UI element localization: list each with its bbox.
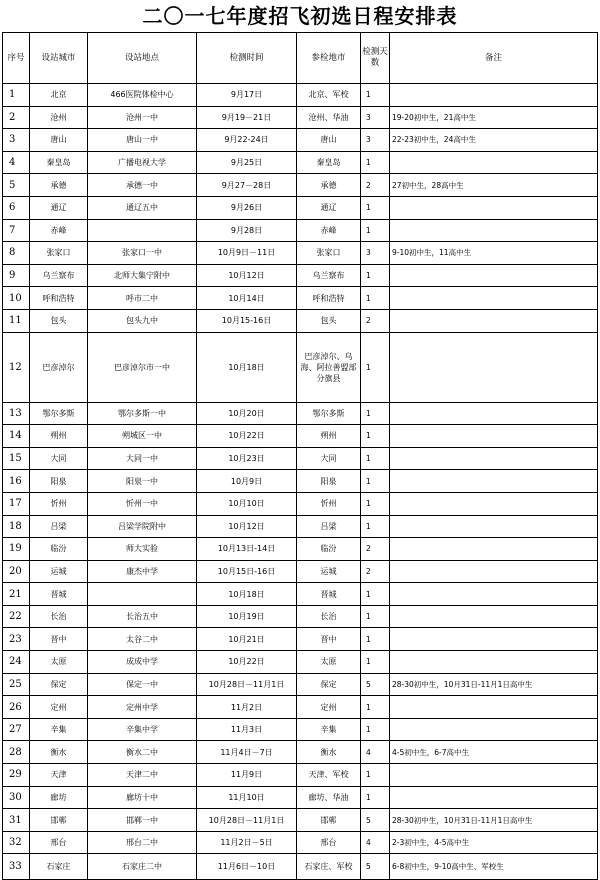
station-city: 邢台 (30, 831, 88, 854)
station-site: 大同一中 (88, 447, 197, 470)
station-city: 天津 (30, 764, 88, 787)
table-row (3, 696, 598, 719)
remark (390, 786, 598, 809)
row-number: 2 (3, 106, 30, 129)
table-row (3, 718, 598, 741)
row-number: 13 (3, 402, 30, 425)
remark (390, 560, 598, 583)
participating-areas: 唐山 (297, 129, 361, 152)
station-site: 康杰中学 (88, 560, 197, 583)
test-time: 10月23日 (197, 447, 297, 470)
station-city: 忻州 (30, 492, 88, 515)
header-areas: 参检地市 (297, 33, 361, 84)
table-row (3, 786, 598, 809)
row-number: 15 (3, 447, 30, 470)
participating-areas: 承德 (297, 174, 361, 197)
test-days: 1 (361, 264, 390, 287)
test-days: 1 (361, 447, 390, 470)
row-number: 31 (3, 809, 30, 832)
test-days: 1 (361, 492, 390, 515)
station-city: 石家庄 (30, 854, 88, 880)
station-site: 忻州一中 (88, 492, 197, 515)
table-row (3, 332, 598, 402)
station-city: 唐山 (30, 129, 88, 152)
test-days: 1 (361, 332, 390, 402)
test-time: 10月22日 (197, 651, 297, 674)
remark (390, 287, 598, 310)
participating-areas: 巴彦淖尔、乌海、阿拉善盟部分旗县 (297, 332, 361, 402)
station-city: 吕梁 (30, 515, 88, 538)
row-number: 12 (3, 332, 30, 402)
test-time: 10月28日－11月1日 (197, 809, 297, 832)
row-number: 20 (3, 560, 30, 583)
row-number: 18 (3, 515, 30, 538)
station-site: 鄂尔多斯一中 (88, 402, 197, 425)
remark: 2-3初中生，4-5高中生 (390, 831, 598, 854)
row-number: 25 (3, 673, 30, 696)
test-time: 10月13日-14日 (197, 538, 297, 561)
participating-areas: 乌兰察布 (297, 264, 361, 287)
station-site: 长治五中 (88, 605, 197, 628)
participating-areas: 太原 (297, 651, 361, 674)
table-row (3, 447, 598, 470)
station-city: 辛集 (30, 718, 88, 741)
row-number: 11 (3, 309, 30, 332)
station-site: 唐山一中 (88, 129, 197, 152)
test-time: 10月9日 (197, 470, 297, 493)
participating-areas: 长治 (297, 605, 361, 628)
remark (390, 651, 598, 674)
station-site: 石家庄二中 (88, 854, 197, 880)
station-city: 邯郸 (30, 809, 88, 832)
station-site: 承德一中 (88, 174, 197, 197)
remark (390, 332, 598, 402)
remark: 22-23初中生，24高中生 (390, 129, 598, 152)
table-row (3, 402, 598, 425)
row-number: 17 (3, 492, 30, 515)
participating-areas: 包头 (297, 309, 361, 332)
remark (390, 309, 598, 332)
test-days: 3 (361, 129, 390, 152)
table-row (3, 84, 598, 107)
test-time: 9月19－21日 (197, 106, 297, 129)
participating-areas: 临汾 (297, 538, 361, 561)
table-row (3, 309, 598, 332)
test-time: 11月2日 (197, 696, 297, 719)
station-site: 定州中学 (88, 696, 197, 719)
table-row (3, 287, 598, 310)
station-site: 师大实验 (88, 538, 197, 561)
table-row (3, 605, 598, 628)
test-days: 1 (361, 696, 390, 719)
station-site: 廊坊十中 (88, 786, 197, 809)
table-row (3, 470, 598, 493)
station-city: 大同 (30, 447, 88, 470)
station-site: 广播电视大学 (88, 151, 197, 174)
test-days: 3 (361, 106, 390, 129)
test-time: 11月3日 (197, 718, 297, 741)
header-note: 备注 (390, 33, 598, 84)
row-number: 21 (3, 583, 30, 606)
test-days: 4 (361, 741, 390, 764)
test-days: 1 (361, 583, 390, 606)
test-time: 10月12日 (197, 515, 297, 538)
test-time: 10月22日 (197, 425, 297, 448)
station-site: 朔城区一中 (88, 425, 197, 448)
test-days: 2 (361, 309, 390, 332)
station-site: 天津二中 (88, 764, 197, 787)
row-number: 28 (3, 741, 30, 764)
station-site (88, 219, 197, 242)
table-row (3, 809, 598, 832)
table-row (3, 583, 598, 606)
station-site: 太谷二中 (88, 628, 197, 651)
participating-areas: 大同 (297, 447, 361, 470)
row-number: 1 (3, 84, 30, 107)
participating-areas: 邯郸 (297, 809, 361, 832)
test-time: 9月22-24日 (197, 129, 297, 152)
station-city: 运城 (30, 560, 88, 583)
station-city: 长治 (30, 605, 88, 628)
remark (390, 583, 598, 606)
remark (390, 402, 598, 425)
test-days: 1 (361, 425, 390, 448)
participating-areas: 沧州、华油 (297, 106, 361, 129)
test-days: 1 (361, 84, 390, 107)
participating-areas: 晋中 (297, 628, 361, 651)
station-city: 秦皇岛 (30, 151, 88, 174)
participating-areas: 鄂尔多斯 (297, 402, 361, 425)
station-city: 晋城 (30, 583, 88, 606)
header-time: 检测时间 (197, 33, 297, 84)
station-city: 临汾 (30, 538, 88, 561)
row-number: 9 (3, 264, 30, 287)
table-row (3, 242, 598, 265)
station-site: 衡水二中 (88, 741, 197, 764)
test-days: 5 (361, 854, 390, 880)
test-time: 10月18日 (197, 332, 297, 402)
table-body (3, 84, 598, 880)
test-time: 10月15日-16日 (197, 560, 297, 583)
participating-areas: 通辽 (297, 196, 361, 219)
table-row (3, 515, 598, 538)
row-number: 22 (3, 605, 30, 628)
row-number: 33 (3, 854, 30, 880)
participating-areas: 北京、军校 (297, 84, 361, 107)
station-site: 成成中学 (88, 651, 197, 674)
header-days: 检测天数 (361, 33, 390, 84)
station-city: 包头 (30, 309, 88, 332)
remark: 6-8初中生，9-10高中生、军校生 (390, 854, 598, 880)
remark (390, 538, 598, 561)
station-city: 晋中 (30, 628, 88, 651)
header-no: 序号 (3, 33, 30, 84)
station-site: 张家口一中 (88, 242, 197, 265)
test-time: 10月19日 (197, 605, 297, 628)
station-city: 朔州 (30, 425, 88, 448)
row-number: 6 (3, 196, 30, 219)
station-site: 吕梁学院附中 (88, 515, 197, 538)
remark (390, 764, 598, 787)
station-city: 通辽 (30, 196, 88, 219)
test-days: 1 (361, 402, 390, 425)
test-time: 11月6日－10日 (197, 854, 297, 880)
station-site: 北师大集宁附中 (88, 264, 197, 287)
test-time: 10月20日 (197, 402, 297, 425)
row-number: 30 (3, 786, 30, 809)
participating-areas: 秦皇岛 (297, 151, 361, 174)
row-number: 23 (3, 628, 30, 651)
station-site: 邢台二中 (88, 831, 197, 854)
station-city: 鄂尔多斯 (30, 402, 88, 425)
test-days: 1 (361, 470, 390, 493)
test-days: 1 (361, 651, 390, 674)
test-days: 5 (361, 809, 390, 832)
test-time: 11月9日 (197, 764, 297, 787)
test-days: 1 (361, 196, 390, 219)
row-number: 29 (3, 764, 30, 787)
test-time: 10月28日－11月1日 (197, 673, 297, 696)
remark (390, 605, 598, 628)
participating-areas: 石家庄、军校 (297, 854, 361, 880)
station-city: 阳泉 (30, 470, 88, 493)
participating-areas: 阳泉 (297, 470, 361, 493)
station-city: 呼和浩特 (30, 287, 88, 310)
table-row (3, 854, 598, 880)
participating-areas: 天津、军校 (297, 764, 361, 787)
test-time: 9月27－28日 (197, 174, 297, 197)
table-row (3, 831, 598, 854)
schedule-table (2, 32, 598, 880)
remark (390, 84, 598, 107)
row-number: 24 (3, 651, 30, 674)
test-days: 1 (361, 605, 390, 628)
station-site: 保定一中 (88, 673, 197, 696)
station-site: 巴彦淖尔市一中 (88, 332, 197, 402)
row-number: 16 (3, 470, 30, 493)
test-time: 10月18日 (197, 583, 297, 606)
table-row (3, 151, 598, 174)
row-number: 3 (3, 129, 30, 152)
test-time: 9月25日 (197, 151, 297, 174)
station-city: 张家口 (30, 242, 88, 265)
test-time: 10月9日－11日 (197, 242, 297, 265)
remark (390, 219, 598, 242)
table-row (3, 174, 598, 197)
participating-areas: 保定 (297, 673, 361, 696)
station-site: 通辽五中 (88, 196, 197, 219)
table-row (3, 196, 598, 219)
test-days: 1 (361, 718, 390, 741)
test-days: 1 (361, 764, 390, 787)
participating-areas: 定州 (297, 696, 361, 719)
table-row (3, 425, 598, 448)
station-site: 包头九中 (88, 309, 197, 332)
header-city: 设站城市 (30, 33, 88, 84)
remark: 28-30初中生，10月31日-11月1日高中生 (390, 673, 598, 696)
table-row (3, 651, 598, 674)
table-row (3, 219, 598, 242)
table-row (3, 129, 598, 152)
test-time: 11月10日 (197, 786, 297, 809)
station-city: 赤峰 (30, 219, 88, 242)
remark (390, 492, 598, 515)
table-row (3, 560, 598, 583)
test-time: 9月17日 (197, 84, 297, 107)
station-site: 阳泉一中 (88, 470, 197, 493)
remark: 9-10初中生，11高中生 (390, 242, 598, 265)
station-city: 太原 (30, 651, 88, 674)
remark (390, 628, 598, 651)
station-city: 巴彦淖尔 (30, 332, 88, 402)
table-row (3, 673, 598, 696)
remark: 4-5初中生，6-7高中生 (390, 741, 598, 764)
remark (390, 196, 598, 219)
row-number: 19 (3, 538, 30, 561)
test-time: 11月4日－7日 (197, 741, 297, 764)
test-days: 1 (361, 287, 390, 310)
test-time: 10月21日 (197, 628, 297, 651)
table-row (3, 628, 598, 651)
participating-areas: 邢台 (297, 831, 361, 854)
remark (390, 151, 598, 174)
table-row (3, 264, 598, 287)
station-site: 邯郸一中 (88, 809, 197, 832)
station-city: 乌兰察布 (30, 264, 88, 287)
participating-areas: 呼和浩特 (297, 287, 361, 310)
test-days: 1 (361, 515, 390, 538)
table-row (3, 741, 598, 764)
test-days: 2 (361, 560, 390, 583)
station-site: 沧州一中 (88, 106, 197, 129)
participating-areas: 廊坊、华油 (297, 786, 361, 809)
station-city: 沧州 (30, 106, 88, 129)
station-site: 466医院体检中心 (88, 84, 197, 107)
station-city: 廊坊 (30, 786, 88, 809)
test-days: 1 (361, 219, 390, 242)
remark: 28-30初中生，10月31日-11月1日高中生 (390, 809, 598, 832)
table-row (3, 106, 598, 129)
table-row (3, 538, 598, 561)
row-number: 8 (3, 242, 30, 265)
row-number: 26 (3, 696, 30, 719)
participating-areas: 衡水 (297, 741, 361, 764)
participating-areas: 吕梁 (297, 515, 361, 538)
station-city: 衡水 (30, 741, 88, 764)
test-days: 3 (361, 242, 390, 265)
participating-areas: 赤峰 (297, 219, 361, 242)
test-time: 10月15-16日 (197, 309, 297, 332)
remark (390, 447, 598, 470)
remark (390, 470, 598, 493)
test-days: 2 (361, 538, 390, 561)
remark (390, 515, 598, 538)
test-time: 9月28日 (197, 219, 297, 242)
test-days: 1 (361, 786, 390, 809)
participating-areas: 辛集 (297, 718, 361, 741)
station-city: 保定 (30, 673, 88, 696)
participating-areas: 张家口 (297, 242, 361, 265)
test-time: 10月10日 (197, 492, 297, 515)
remark: 27初中生，28高中生 (390, 174, 598, 197)
remark: 19-20初中生，21高中生 (390, 106, 598, 129)
row-number: 7 (3, 219, 30, 242)
participating-areas: 晋城 (297, 583, 361, 606)
row-number: 14 (3, 425, 30, 448)
test-time: 11月2日－5日 (197, 831, 297, 854)
table-row (3, 492, 598, 515)
participating-areas: 忻州 (297, 492, 361, 515)
row-number: 27 (3, 718, 30, 741)
header-row (3, 33, 598, 84)
remark (390, 696, 598, 719)
test-days: 2 (361, 174, 390, 197)
row-number: 32 (3, 831, 30, 854)
station-city: 定州 (30, 696, 88, 719)
remark (390, 718, 598, 741)
station-city: 北京 (30, 84, 88, 107)
table-row (3, 764, 598, 787)
test-days: 1 (361, 151, 390, 174)
page-title: 二〇一七年度招飞初选日程安排表 (142, 4, 458, 28)
row-number: 5 (3, 174, 30, 197)
station-site: 辛集中学 (88, 718, 197, 741)
test-time: 10月14日 (197, 287, 297, 310)
station-city: 承德 (30, 174, 88, 197)
test-days: 4 (361, 831, 390, 854)
participating-areas: 运城 (297, 560, 361, 583)
participating-areas: 朔州 (297, 425, 361, 448)
row-number: 10 (3, 287, 30, 310)
row-number: 4 (3, 151, 30, 174)
station-site: 呼市二中 (88, 287, 197, 310)
test-days: 1 (361, 628, 390, 651)
remark (390, 264, 598, 287)
test-time: 9月26日 (197, 196, 297, 219)
remark (390, 425, 598, 448)
test-time: 10月12日 (197, 264, 297, 287)
station-site (88, 583, 197, 606)
test-days: 5 (361, 673, 390, 696)
header-site: 设站地点 (88, 33, 197, 84)
